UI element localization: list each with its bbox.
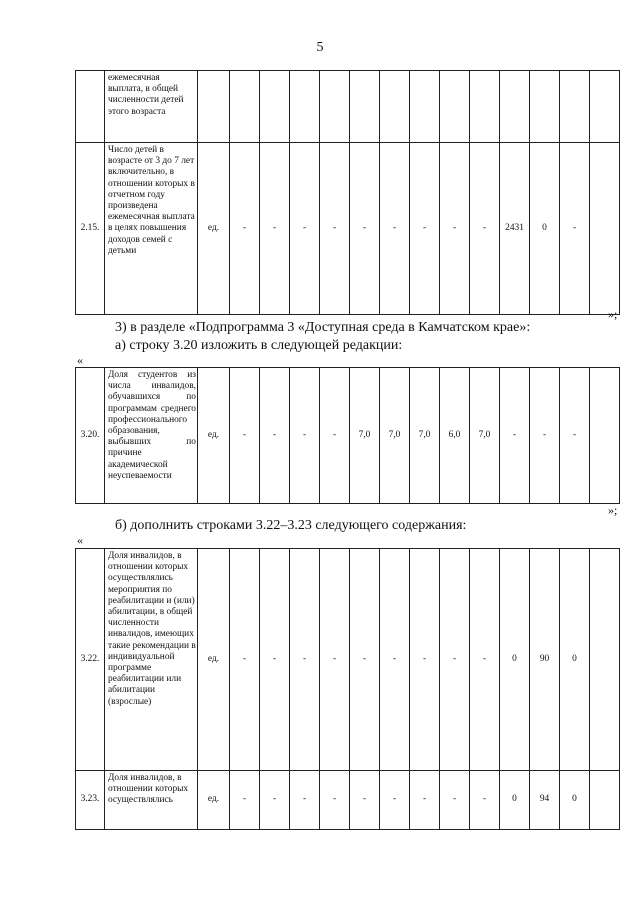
opening-quote-1: «: [77, 353, 83, 367]
value-cell: 7,0: [350, 368, 380, 504]
value-cell: -: [500, 368, 530, 504]
indicator-name-cell: Доля студентов из числа инвалидов, обучавшихся по программам среднего профессионального образования, выбывших по причине академической неуспеваемости: [105, 368, 198, 504]
table-row: [76, 71, 620, 143]
value-cell: 0: [560, 549, 590, 771]
value-cell: -: [530, 368, 560, 504]
value-cell: -: [560, 143, 590, 315]
value-cell: 0: [530, 143, 560, 315]
value-cell: -: [320, 771, 350, 830]
value-cell: -: [320, 549, 350, 771]
value-cell: 0: [500, 771, 530, 830]
value-cell: 6,0: [440, 368, 470, 504]
value-cell: [230, 71, 260, 143]
table-row: [76, 549, 620, 771]
value-cell: -: [230, 368, 260, 504]
value-cell: -: [380, 143, 410, 315]
value-cell: 0: [500, 549, 530, 771]
table-row: [76, 143, 620, 315]
paragraph-rows-3-22-3-23: б) дополнить строками 3.22–3.23 следующего содержания:: [115, 518, 467, 533]
value-cell: [410, 71, 440, 143]
value-cell: [530, 71, 560, 143]
value-cell: -: [470, 143, 500, 315]
value-cell: -: [350, 771, 380, 830]
value-cell: -: [230, 549, 260, 771]
value-cell: -: [380, 771, 410, 830]
value-cell: -: [410, 143, 440, 315]
value-cell: -: [230, 771, 260, 830]
value-cell: [320, 71, 350, 143]
value-cell: -: [290, 143, 320, 315]
value-cell: -: [320, 143, 350, 315]
row-number-cell: 3.23.: [76, 771, 105, 830]
unit-cell: ед.: [198, 143, 230, 315]
row-number-cell: 3.22.: [76, 549, 105, 771]
value-cell: -: [440, 771, 470, 830]
value-cell: -: [470, 771, 500, 830]
unit-cell: ед.: [198, 368, 230, 504]
unit-cell: [198, 71, 230, 143]
table-row: [76, 771, 620, 830]
closing-quote-2: »;: [608, 503, 618, 517]
table-rows-3-22-3-23: [75, 548, 620, 830]
value-cell: -: [290, 368, 320, 504]
table-row: [76, 368, 620, 504]
value-cell: -: [290, 771, 320, 830]
value-cell: 7,0: [410, 368, 440, 504]
unit-cell: ед.: [198, 549, 230, 771]
value-cell: [590, 71, 620, 143]
row-number-cell: 3.20.: [76, 368, 105, 504]
table-row-3-20: [75, 367, 620, 504]
value-cell: 7,0: [470, 368, 500, 504]
value-cell: -: [380, 549, 410, 771]
value-cell: -: [410, 771, 440, 830]
value-cell: [590, 549, 620, 771]
value-cell: -: [320, 368, 350, 504]
row-number-cell: [76, 71, 105, 143]
value-cell: 90: [530, 549, 560, 771]
value-cell: -: [440, 143, 470, 315]
table-subprogram-2-rows: [75, 70, 620, 315]
paragraph-row-3-20: а) строку 3.20 изложить в следующей редакции:: [115, 338, 403, 353]
value-cell: -: [440, 549, 470, 771]
value-cell: 2431: [500, 143, 530, 315]
value-cell: -: [260, 368, 290, 504]
value-cell: -: [260, 549, 290, 771]
value-cell: [350, 71, 380, 143]
value-cell: -: [350, 143, 380, 315]
value-cell: [590, 143, 620, 315]
value-cell: [380, 71, 410, 143]
row-number-cell: 2.15.: [76, 143, 105, 315]
value-cell: [290, 71, 320, 143]
indicator-name-cell: Доля инвалидов, в отношении которых осуществлялись мероприятия по реабилитации и (или) абилитации, в общей численности инвалидов, имеющих такие рекомендации в индивидуальной программе реабилитации или абилитации (взрослые): [105, 549, 198, 771]
value-cell: -: [410, 549, 440, 771]
value-cell: -: [560, 368, 590, 504]
value-cell: 94: [530, 771, 560, 830]
indicator-name-cell: ежемесячная выплата, в общей численности детей этого возраста: [105, 71, 198, 143]
paragraph-section-3: 3) в разделе «Подпрограмма 3 «Доступная среда в Камчатском крае»:: [115, 320, 531, 335]
value-cell: -: [350, 549, 380, 771]
value-cell: [590, 368, 620, 504]
indicator-name-cell: Доля инвалидов, в отношении которых осуществлялись: [105, 771, 198, 830]
value-cell: -: [230, 143, 260, 315]
value-cell: [590, 771, 620, 830]
value-cell: -: [260, 771, 290, 830]
value-cell: [260, 71, 290, 143]
opening-quote-2: «: [77, 533, 83, 547]
value-cell: [440, 71, 470, 143]
value-cell: [500, 71, 530, 143]
value-cell: [470, 71, 500, 143]
unit-cell: ед.: [198, 771, 230, 830]
value-cell: -: [470, 549, 500, 771]
indicator-name-cell: Число детей в возрасте от 3 до 7 лет включительно, в отношении которых в отчетном году произведена ежемесячная выплата в целях повышения доходов семей с детьми: [105, 143, 198, 315]
value-cell: 0: [560, 771, 590, 830]
value-cell: 7,0: [380, 368, 410, 504]
value-cell: -: [290, 549, 320, 771]
value-cell: -: [260, 143, 290, 315]
closing-quote-1: »;: [608, 307, 618, 321]
value-cell: [560, 71, 590, 143]
page-number: 5: [316, 40, 324, 55]
